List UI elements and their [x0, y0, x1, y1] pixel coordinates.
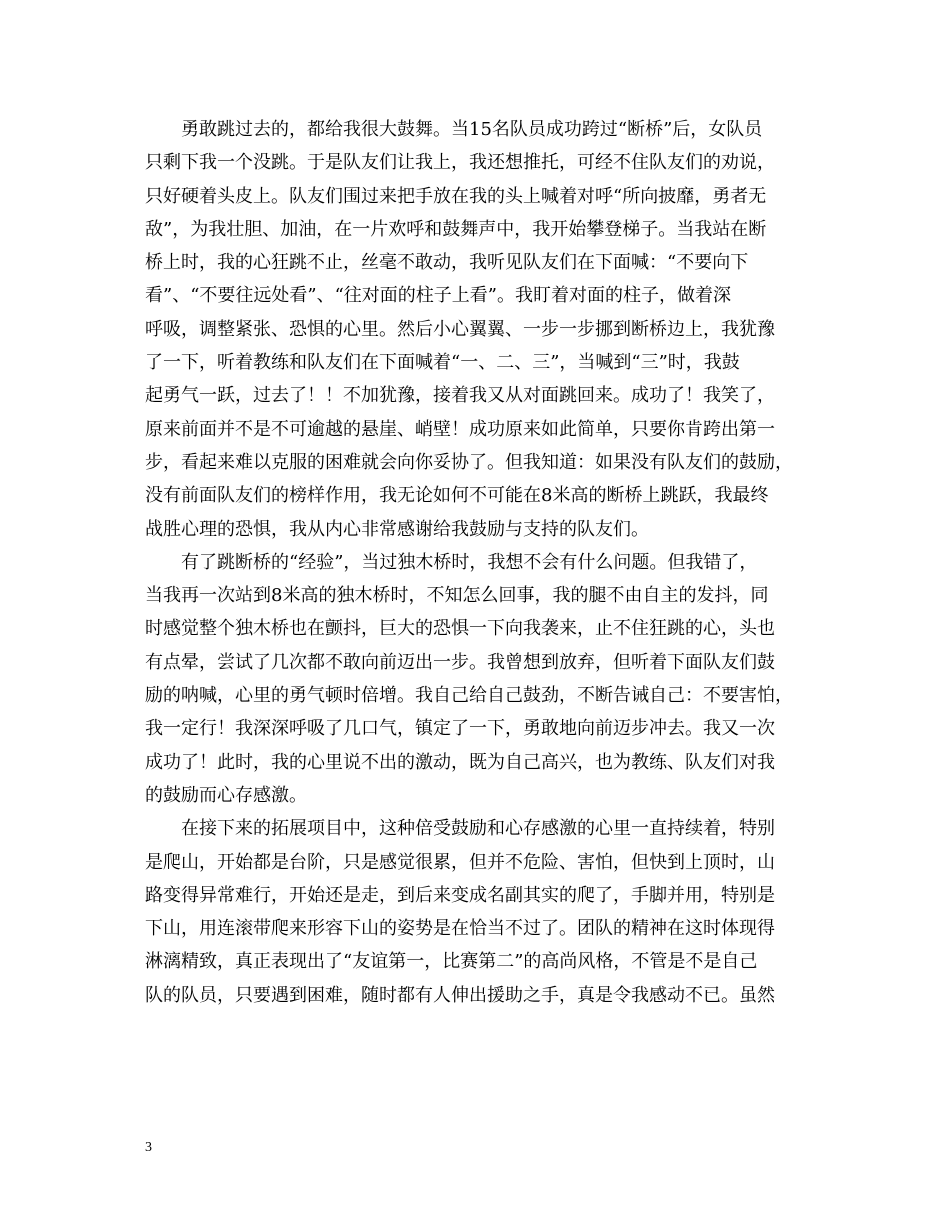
- text-line: 没有前面队友们的榜样作用，我无论如何不可能在8米高的断桥上跳跃，我最终: [145, 485, 769, 507]
- text-line: 看”、“不要往远处看”、“往对面的柱子上看”。我盯着对面的柱子，做着深: [145, 285, 732, 307]
- body-text: [145, 113, 815, 1012]
- text-line: 步，看起来难以克服的困难就会向你妥协了。但我知道：如果没有队友们的鼓励，: [145, 451, 793, 473]
- paragraph-first-line: 勇敢跳过去的，都给我很大鼓舞。当15名队员成功跨过“断桥”后，女队员: [181, 119, 763, 140]
- text-line: 只好硬着头皮上。队友们围过来把手放在我的头上喊着对呼“所向披靡，勇者无: [145, 185, 767, 207]
- text-line: 了一下，听着教练和队友们在下面喊着“一、二、三”，当喊到“三”时，我鼓: [145, 352, 740, 374]
- paragraph-first-line: 有了跳断桥的“经验”，当过独木桥时，我想不会有什么问题。但我错了，: [181, 551, 758, 573]
- text-line: 起勇气一跃，过去了！！不加犹豫，接着我又从对面跳回来。成功了！我笑了，: [145, 385, 775, 407]
- text-line: 呼吸，调整紧张、恐惧的心里。然后小心翼翼、一步一步挪到断桥边上，我犹豫: [145, 318, 775, 340]
- text-line: 励的呐喊，心里的勇气顿时倍增。我自己给自己鼓劲，不断告诫自己：不要害怕，: [145, 685, 793, 707]
- text-line: 时感觉整个独木桥也在颤抖，巨大的恐惧一下向我袭来，止不住狂跳的心，头也: [145, 618, 775, 640]
- text-line: 只剩下我一个没跳。于是队友们让我上，我还想推托，可经不住队友们的劝说，: [145, 152, 775, 174]
- text-line: 下山，用连滚带爬来形容下山的姿势是在恰当不过了。团队的精神在这时体现得: [145, 918, 775, 940]
- text-line: 的鼓励而心存感激。: [145, 784, 307, 806]
- text-line: 成功了！此时，我的心里说不出的激动，既为自己高兴，也为教练、队友们对我: [145, 751, 775, 773]
- text-line: 桥上时，我的心狂跳不止，丝毫不敢动，我听见队友们在下面喊：“不要向下: [145, 252, 749, 274]
- text-line: 战胜心理的恐惧，我从内心非常感谢给我鼓励与支持的队友们。: [145, 518, 649, 540]
- text-line: 队的队员，只要遇到困难，随时都有人伸出援助之手，真是令我感动不已。虽然: [145, 984, 775, 1006]
- page-number: 3: [145, 1140, 152, 1155]
- text-line: 有点晕，尝试了几次都不敢向前迈出一步。我曾想到放弃，但听着下面队友们鼓: [145, 651, 775, 673]
- text-line: 淋漓精致，真正表现出了“友谊第一，比赛第二”的高尚风格，不管是不是自己: [145, 951, 758, 973]
- paragraph-first-line: 在接下来的拓展项目中，这种倍受鼓励和心存感激的心里一直持续着，特别: [181, 818, 775, 840]
- text-line: 我一定行！我深深呼吸了几口气，镇定了一下，勇敢地向前迈步冲去。我又一次: [145, 718, 775, 740]
- text-line: 是爬山，开始都是台阶，只是感觉很累，但并不危险、害怕，但快到上顶时，山: [145, 851, 775, 873]
- text-line: 敌”，为我壮胆、加油，在一片欢呼和鼓舞声中，我开始攀登梯子。当我站在断: [145, 218, 767, 240]
- text-line: 当我再一次站到8米高的独木桥时，不知怎么回事，我的腿不由自主的发抖，同: [145, 585, 769, 607]
- text-line: 原来前面并不是不可逾越的悬崖、峭壁！成功原来如此简单，只要你肯跨出第一: [145, 418, 775, 440]
- text-line: 路变得异常难行，开始还是走，到后来变成名副其实的爬了，手脚并用，特别是: [145, 884, 775, 906]
